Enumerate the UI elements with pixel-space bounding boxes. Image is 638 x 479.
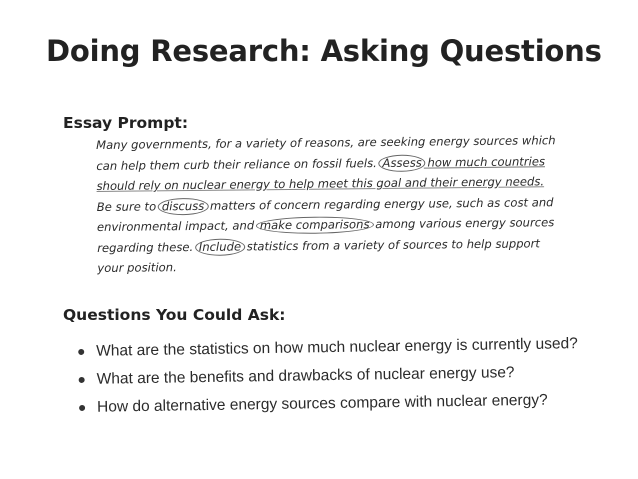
prompt-text: can help them curb their reliance on fossil fuels.	[96, 155, 381, 173]
prompt-text: among various energy sources	[371, 215, 555, 232]
bullet-icon	[78, 349, 84, 355]
questions-list	[78, 330, 579, 422]
prompt-text: regarding these.	[97, 239, 197, 255]
prompt-text: matters of concern regarding energy use, such as cost and	[206, 194, 554, 213]
circled-word-assess: Assess	[378, 154, 425, 171]
questions-label: Questions You Could Ask:	[63, 306, 286, 324]
prompt-text: your position.	[97, 260, 177, 275]
prompt-line	[97, 253, 557, 278]
question-text: What are the statistics on how much nuclear energy is currently used?	[96, 335, 578, 360]
prompt-text: environmental impact, and	[96, 218, 258, 234]
bullet-icon	[79, 405, 85, 411]
prompt-text: statistics from a variety of sources to help support	[242, 235, 540, 253]
question-text: How do alternative energy sources compare with nuclear energy?	[96, 391, 548, 416]
prompt-text: should rely on nuclear energy to help meet this goal and their energy needs.	[96, 174, 545, 193]
bullet-icon	[79, 377, 85, 383]
essay-prompt-label: Essay Prompt:	[63, 114, 189, 132]
essay-prompt-scan	[96, 130, 558, 293]
circled-word-make-comparisons: make comparisons	[256, 216, 374, 234]
circled-word-include: Include	[195, 238, 245, 256]
slide-title: Doing Research: Asking Questions	[46, 34, 602, 68]
question-text: What are the benefits and drawbacks of nuclear energy use?	[96, 364, 515, 388]
prompt-text: Many governments, for a variety of reasons, are seeking energy sources which	[96, 133, 556, 152]
prompt-text: Be sure to	[96, 198, 160, 214]
circled-word-discuss: discuss	[158, 197, 209, 215]
prompt-text: how much countries	[423, 153, 546, 170]
